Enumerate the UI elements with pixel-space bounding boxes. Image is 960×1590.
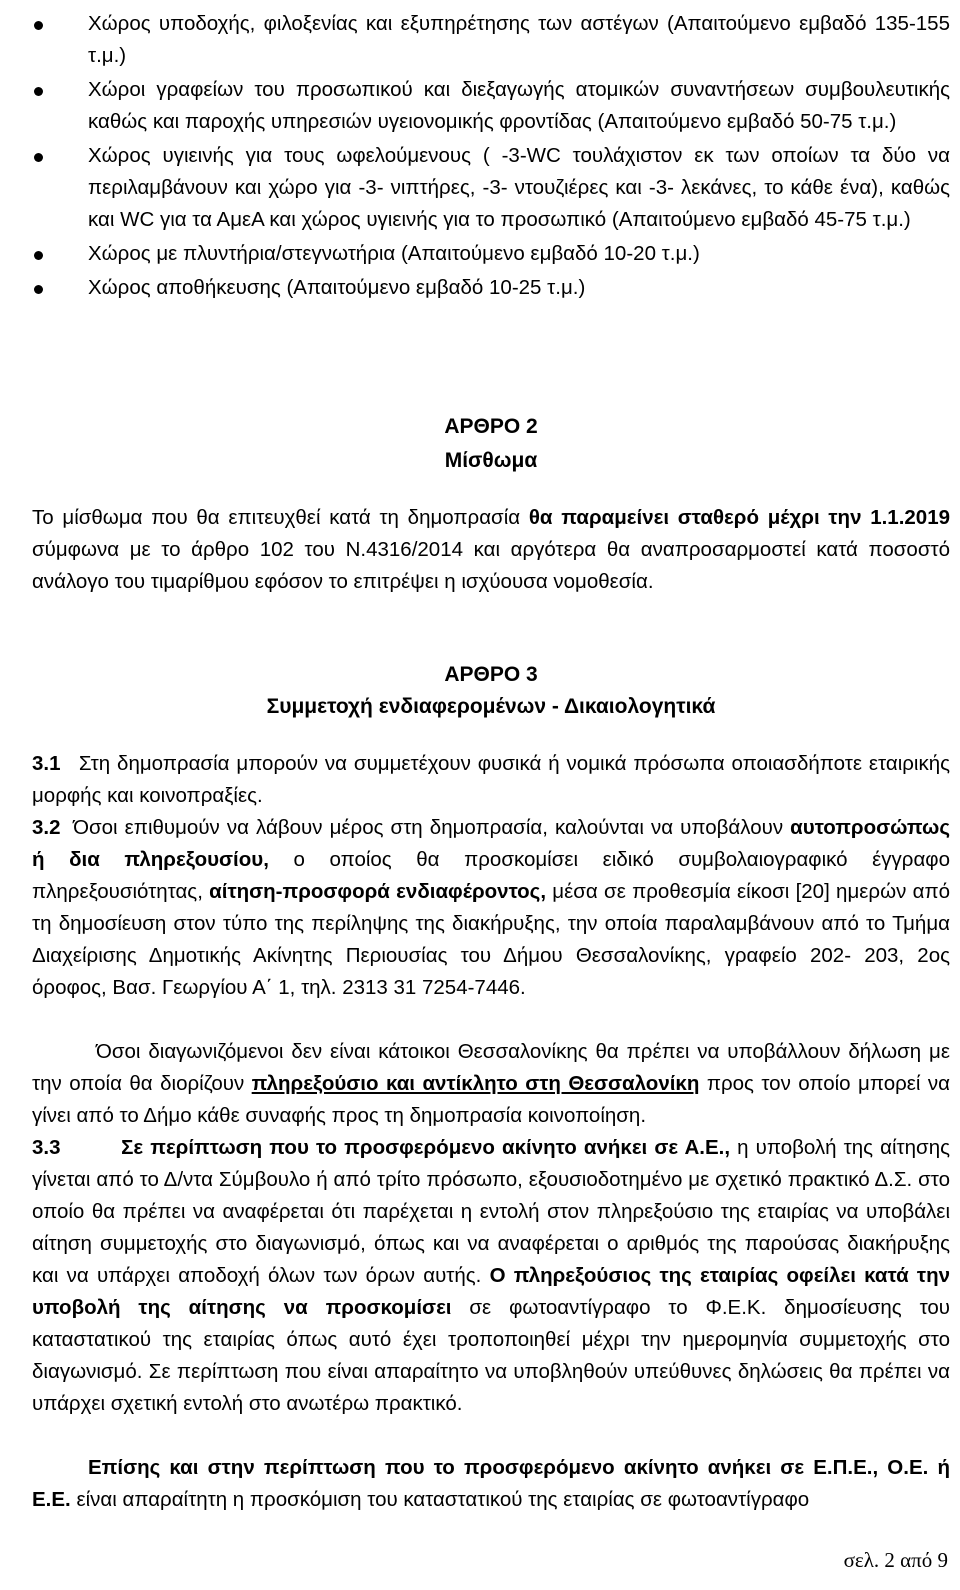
article-3-title: Συμμετοχή ενδιαφερομένων - Δικαιολογητικά	[266, 695, 716, 718]
article-2-paragraph: Το μίσθωμα που θα επιτευχθεί κατά τη δημοπρασία θα παραμείνει σταθερό μέχρι την 1.1.2019 σύμφωνα με το άρθρο 102 του Ν.4316/2014 και αργότερα θα αναπροσαρμοστεί κατά ποσοστό ανάλογο του τιμαρίθμου εφόσον το επιτρέψει η ισχύουσα νομοθεσία.	[32, 506, 950, 593]
bullet-item: Χώρος αποθήκευσης (Απαιτούμενο εμβαδό 10-25 τ.μ.)	[32, 272, 950, 304]
bullet-icon	[34, 153, 43, 162]
section-3-3: 3.3 Σε περίπτωση που το προσφερόμενο ακίνητο ανήκει σε Α.Ε., η υποβολή της αίτησης γίνεται από το Δ/ντα Σύμβουλο ή από τρίτο πρόσωπο, εξουσιοδοτημένο με σχετικό πρακτικό Δ.Σ. στο οποίο θα πρέπει να αναφέρεται ότι παρέχεται η εντολή στον πληρεξούσιο της εταιρίας να υποβάλει αίτηση συμμετοχής στο διαγωνισμό, όπως και να αναφέρεται ο αριθμός της παρούσας διακήρυξης και να υπάρχει αποδοχή όλων των όρων αυτής. Ο πληρεξούσιος της εταιρίας οφείλει κατά την υποβολή της αίτησης να προσκομίσει σε φωτοαντίγραφο το Φ.Ε.Κ. δημοσίευσης του καταστατικού της εταιρίας όπως αυτό έχει τροποποιηθεί μέχρι την ημερομηνία συμμετοχής στο διαγωνισμό. Σε περίπτωση που είναι απαραίτητο να υποβληθούν υπεύθυνες δηλώσεις θα πρέπει να υπάρχει σχετική εντολή στο ανωτέρω πρακτικό.	[32, 1132, 950, 1420]
bullet-icon	[34, 285, 43, 294]
requirements-bullet-list	[32, 8, 950, 306]
section-number: 3.2	[32, 816, 61, 839]
bullet-icon	[34, 251, 43, 260]
article-2-number: ΑΡΘΡΟ 2	[444, 415, 538, 438]
section-number: 3.1	[32, 752, 61, 775]
article-2-title: Μίσθωμα	[444, 449, 538, 472]
bullet-item: Χώρος υγιεινής για τους ωφελούμενους ( -3-WC τουλάχιστον εκ των οποίων τα δύο να περιλαμβάνουν και χώρο για -3- νιπτήρες, -3- ντουζιέρες και -3- λεκάνες, το κάθε ένα), καθώς και WC για τα ΑμεΑ και χώρος υγιεινής για το προσωπικό (Απαιτούμενο εμβαδό 45-75 τ.μ.)	[32, 140, 950, 236]
section-3-2: 3.2 Όσοι επιθυμούν να λάβουν μέρος στη δημοπρασία, καλούνται να υποβάλουν αυτοπροσώπως ή δια πληρεξουσίου, ο οποίος θα προσκομίσει ειδικό συμβολαιογραφικό έγγραφο πληρεξουσιότητας, αίτηση-προσφορά ενδιαφέροντος, μέσα σε προθεσμία είκοσι [20] ημερών από τη δημοσίευση στον τύπο της περίληψης της διακήρυξης, την οποία παραλαμβάνουν από το Τμήμα Διαχείρισης Δημοτικής Ακίνητης Περιουσίας του Δήμου Θεσσαλονίκης, γραφείο 202- 203, 2ος όροφος, Βασ. Γεωργίου Α΄ 1, τηλ. 2313 31 7254-7446.	[32, 812, 950, 1004]
section-3-2-paragraph-2: Όσοι διαγωνιζόμενοι δεν είναι κάτοικοι Θεσσαλονίκης θα πρέπει να υποβάλλουν δήλωση με την οποία θα διορίζουν πληρεξούσιο και αντίκλητο στη Θεσσαλονίκη προς τον οποίο μπορεί να γίνει από το Δήμο κάθε συναφής προς τη δημοπρασία κοινοποίηση.	[32, 1040, 950, 1127]
section-number: 3.3	[32, 1136, 61, 1159]
section-3-3-paragraph-2: Επίσης και στην περίπτωση που το προσφερόμενο ακίνητο ανήκει σε Ε.Π.Ε., Ο.Ε. ή Ε.Ε. είναι απαραίτητη η προσκόμιση του καταστατικού της εταιρίας σε φωτοαντίγραφο	[32, 1456, 950, 1511]
page-number: σελ. 2 από 9	[843, 1548, 948, 1572]
bullet-item: Χώρος υποδοχής, φιλοξενίας και εξυπηρέτησης των αστέγων (Απαιτούμενο εμβαδό 135-155 τ.μ.)	[32, 8, 950, 72]
bullet-icon	[34, 87, 43, 96]
bullet-icon	[34, 21, 43, 30]
article-3-number: ΑΡΘΡΟ 3	[444, 663, 538, 686]
section-3-1: 3.1 Στη δημοπρασία μπορούν να συμμετέχουν φυσικά ή νομικά πρόσωπα οποιασδήποτε εταιρικής μορφής και κοινοπραξίες.	[32, 748, 950, 812]
bullet-item: Χώρος με πλυντήρια/στεγνωτήρια (Απαιτούμενο εμβαδό 10-20 τ.μ.)	[32, 238, 950, 270]
bullet-item: Χώροι γραφείων του προσωπικού και διεξαγωγής ατομικών συναντήσεων συμβουλευτικής καθώς και παροχής υπηρεσιών υγειονομικής φροντίδας (Απαιτούμενο εμβαδό 50-75 τ.μ.)	[32, 74, 950, 138]
